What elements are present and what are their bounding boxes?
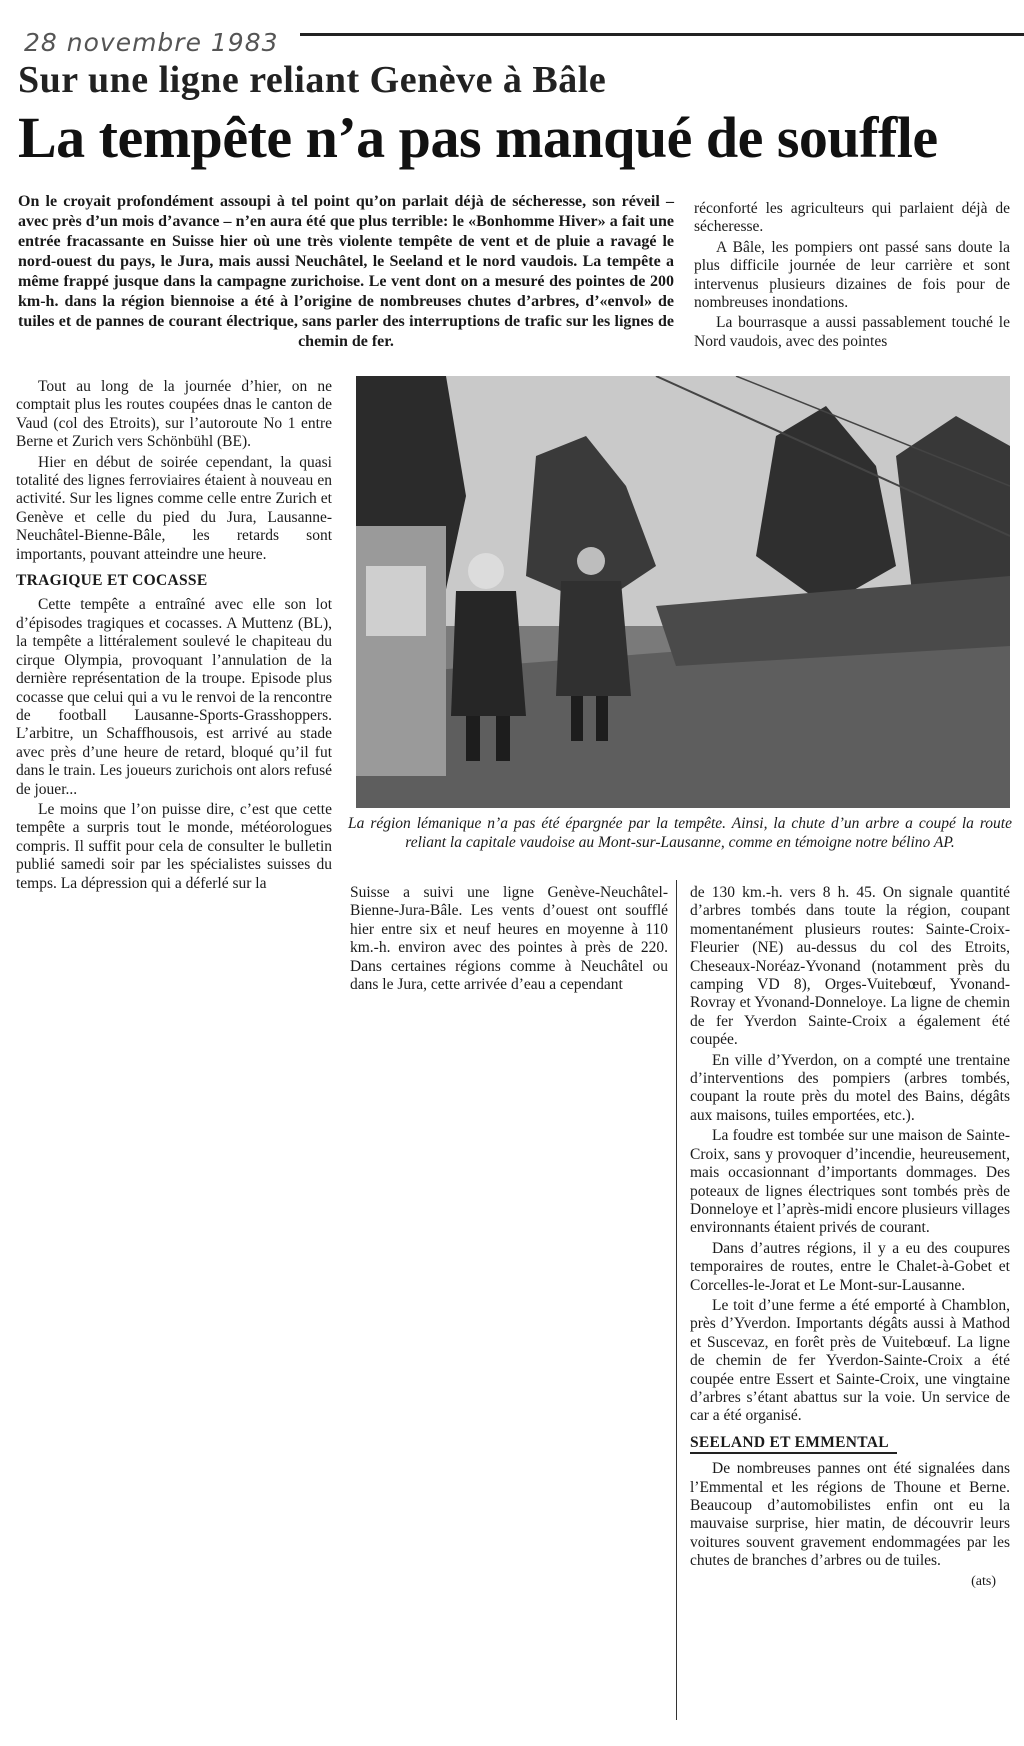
middle-column-bottom — [350, 884, 668, 996]
right-column-top — [694, 200, 1010, 353]
left-paragraph-3: Cette tempête a entraîné avec elle son lot d’épisodes tragiques et cocasses. A Muttenz (BL), la tempête a littéralement soulevé le chapiteau du cirque Olympia, provoquant l’annulation de la dernière représentation de la troupe. Episode plus cocasse que celui qui a vu le renvoi de la rencontre de football Lausanne-Sports-Grasshoppers. L’arbitre, un Schaffhousois, est arrivé au stade avec près d’une heure de retard, bloqué qu’il fut dans le train. Les joueurs zurichois ont alors refusé de jouer... — [16, 596, 332, 798]
right-column-bottom — [690, 884, 1010, 1591]
left-paragraph-2: Hier en début de soirée cependant, la quasi totalité des lignes ferroviaires étaient à nouveau en activité. Sur les lignes comme celle entre Zurich et Genève et celle du pied du Jura, Lausanne-Neuchâtel-Bienne-Bâle, les retards sont importants, pouvant atteindre une heure. — [16, 453, 332, 563]
column-divider — [676, 880, 677, 1720]
subhead-tragique: TRAGIQUE ET COCASSE — [16, 572, 208, 590]
main-headline: La tempête n’a pas manqué de souffle — [18, 105, 938, 170]
photo-caption: La région lémanique n’a pas été épargnée par la tempête. Ainsi, la chute d’un arbre a coupé la route reliant la capitale vaudoise au Mont-sur-Lausanne, comme en témoigne notre bélino AP. — [348, 815, 1012, 851]
left-paragraph-1: Tout au long de la journée d’hier, on ne comptait plus les routes coupées dnas le canton de Vaud (col des Etroits), sur l’autoroute No 1 entre Berne et Zurich vers Schönbühl (BE). — [16, 378, 332, 451]
right-top-paragraph-2: A Bâle, les pompiers ont passé sans doute la plus difficile journée de leur carrière et sont intervenus plusieurs dizaines de fois pour de nombreuses inondations. — [694, 238, 1010, 312]
right-bottom-paragraph-3: La foudre est tombée sur une maison de Sainte-Croix, sans y provoquer d’incendie, heureusement, mais occasionnant d’importants dommages. Des poteaux de lignes électriques sont tombés près de Donneloye et l’après-midi encore plusieurs villages environnants étaient privés de courant. — [690, 1127, 1010, 1237]
top-rule — [300, 33, 1024, 36]
subhead-seeland-label: SEELAND ET EMMENTAL — [690, 1434, 897, 1454]
agency-signature: (ats) — [971, 1573, 996, 1589]
kicker-headline: Sur une ligne reliant Genève à Bâle — [18, 59, 607, 101]
right-bottom-paragraph-6: De nombreuses pannes ont été signalées dans l’Emmental et les régions de Thoune et Berne. Beaucoup d’automobilistes enfin ont eu la mauvaise surprise, hier matin, de découvrir leurs voitures souvent gravement endommagées par les chutes de branches d’arbres ou de tuiles. — [690, 1460, 1010, 1570]
news-photo — [356, 376, 1010, 808]
right-top-paragraph-3: La bourrasque a aussi passablement touché le Nord vaudois, avec des pointes — [694, 314, 1010, 350]
right-bottom-paragraph-4: Dans d’autres régions, il y a eu des coupures temporaires de routes, entre le Chalet-à-Gobet et Corcelles-le-Jorat et Le Mont-sur-Lausanne. — [690, 1239, 1010, 1294]
right-top-paragraph-1: réconforté les agriculteurs qui parlaient déjà de sécheresse. — [694, 200, 1010, 236]
middle-bottom-paragraph: Suisse a suivi une ligne Genève-Neuchâtel-Bienne-Jura-Bâle. Les vents d’ouest ont soufflé hier entre six et neuf heures en moyenne à 110 km.-h. environ avec des pointes à près de 220. Dans certaines régions comme à Neuchâtel ou dans le Jura, cette arrivée d’eau a cependant — [350, 884, 668, 994]
subhead-seeland — [690, 1434, 1010, 1454]
left-column — [16, 378, 332, 895]
photo-illustration — [356, 376, 1010, 808]
right-bottom-paragraph-5: Le toit d’une ferme a été emporté à Chamblon, près d’Yverdon. Importants dégâts aussi à Mathod et Suscevaz, en forêt près de Vuitebœuf. La ligne de chemin de fer Yverdon-Sainte-Croix a été coupée entre Essert et Sainte-Croix, une vingtaine d’arbres s’étant abattus sur la voie. Un service de car a été organisé. — [690, 1296, 1010, 1425]
lead-paragraph: On le croyait profondément assoupi à tel point qu’on parlait déjà de sécheresse, son réveil – avec près d’un mois d’avance – n’en aura été que plus terrible: le «Bonhomme Hiver» a fait une entrée fracassante en Suisse hier où une très violente tempête de vent et de pluie a ravagé le nord-ouest du pays, le Jura, mais aussi Neuchâtel, le Seeland et le nord vaudois. La tempête a même frappé jusque dans la campagne zurichoise. Le vent dont on a mesuré des pointes de 200 km-h. dans la région biennoise a été à l’origine de nombreuses chutes d’arbres, d’«envol» de tuiles et de pannes de courant électrique, sans parler des interruptions de trafic sur les lignes de chemin de fer. — [18, 193, 674, 350]
right-bottom-paragraph-1: de 130 km.-h. vers 8 h. 45. On signale quantité d’arbres tombés dans toute la région, coupant momentanément plusieurs routes: Sainte-Croix-Fleurier (NE) au-dessus du col des Etroits, Cheseaux-Noréaz-Yvonand (notamment près du camping VD 8), Orges-Vuitebœuf, Yvonand-Rovray et Yvonand-Donneloye. La ligne de chemin de fer Yverdon Sainte-Croix a également été coupée. — [690, 884, 1010, 1049]
right-bottom-paragraph-2: En ville d’Yverdon, on a compté une trentaine d’interventions des pompiers (arbres tombés, coupant la route près du motel des Bains, dégâts aux maisons, tuiles emportées, etc.). — [690, 1051, 1010, 1124]
left-paragraph-4: Le moins que l’on puisse dire, c’est que cette tempête a surpris tout le monde, météorologues compris. Il suffit pour cela de consulter le bulletin publié samedi soir par les spécialistes suisses du temps. La dépression qui a déferlé sur la — [16, 800, 332, 892]
handwritten-date: 28 novembre 1983 — [24, 28, 279, 57]
